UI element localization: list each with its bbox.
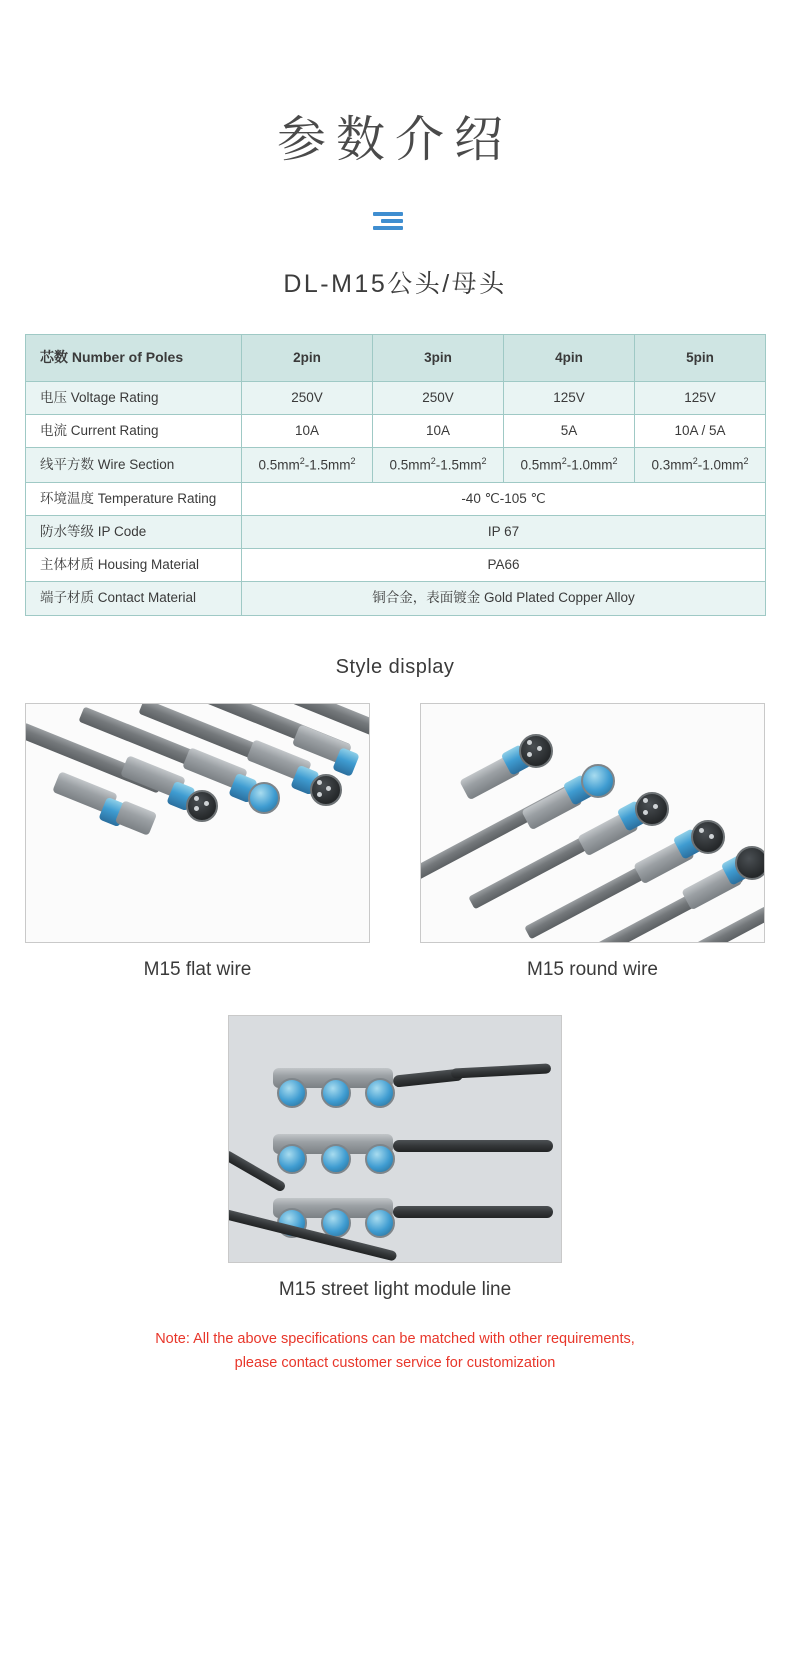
cell-ip-code-value: IP 67: [242, 516, 766, 549]
product-photo-street-light: [228, 1015, 562, 1263]
note-line-2: please contact customer service for customization: [234, 1355, 556, 1372]
note-line-1: Note: All the above specifications can be matched with other requirements,: [155, 1330, 635, 1347]
cell-temperature-value: -40 ℃-105 ℃: [242, 482, 766, 515]
row-label-wire-section: 线平方数 Wire Section: [26, 448, 242, 483]
decorative-divider: [373, 212, 417, 228]
table-body: [26, 381, 766, 615]
table-row: [26, 516, 766, 549]
table-row: [26, 381, 766, 414]
gallery-item-round-wire: [420, 703, 765, 981]
gallery-item-flat-wire: [25, 703, 370, 981]
connector-illustration-flat: [26, 704, 369, 942]
cell-voltage-5pin: 125V: [635, 381, 766, 414]
row-label-ip-code: 防水等级 IP Code: [26, 516, 242, 549]
cell-contact-value: 铜合金，表面镀金 Gold Plated Copper Alloy: [242, 582, 766, 615]
product-photo-round-wire: [420, 703, 765, 943]
cell-voltage-2pin: 250V: [242, 381, 373, 414]
table-header-2pin: 2pin: [242, 334, 373, 381]
cell-voltage-4pin: 125V: [504, 381, 635, 414]
cell-housing-value: PA66: [242, 549, 766, 582]
table-header: [26, 334, 766, 381]
gallery-row-bottom: [0, 1015, 790, 1301]
cell-wire-5pin: $0.3mm^2-1.0mm^2$: [635, 448, 766, 483]
divider-bar-2: [381, 219, 403, 223]
style-display-heading: Style display: [335, 655, 455, 678]
table-row: [26, 549, 766, 582]
gallery-item-street-light: [228, 1015, 562, 1301]
row-label-current: 电流 Current Rating: [26, 414, 242, 447]
table-row: [26, 582, 766, 615]
spec-page: [0, 33, 790, 1678]
gallery-caption-street-light: M15 street light module line: [278, 1278, 512, 1300]
table-header-3pin: 3pin: [373, 334, 504, 381]
cell-wire-2pin: $0.5mm^2-1.5mm^2$: [242, 448, 373, 483]
spec-table-wrapper: [25, 334, 765, 616]
gallery-row-top: [25, 703, 765, 981]
product-photo-flat-wire: [25, 703, 370, 943]
customization-note: [0, 1327, 790, 1404]
connector-illustration-round: [421, 704, 764, 942]
page-title: 参数介绍: [276, 112, 513, 167]
cell-current-3pin: 10A: [373, 414, 504, 447]
product-model-subtitle: DL-M15公头/母头: [283, 269, 507, 298]
cell-current-4pin: 5A: [504, 414, 635, 447]
cell-current-2pin: 10A: [242, 414, 373, 447]
table-row: [26, 482, 766, 515]
gallery-caption-round-wire: M15 round wire: [527, 958, 658, 980]
table-header-poles: 芯数 Number of Poles: [26, 334, 242, 381]
divider-bar-3: [373, 226, 403, 230]
table-row: [26, 448, 766, 483]
connector-illustration-street-light: [229, 1016, 561, 1262]
specification-table: [25, 334, 766, 616]
table-header-5pin: 5pin: [635, 334, 766, 381]
table-header-4pin: 4pin: [504, 334, 635, 381]
table-header-row: [26, 334, 766, 381]
cell-wire-4pin: $0.5mm^2-1.0mm^2$: [504, 448, 635, 483]
row-label-voltage: 电压 Voltage Rating: [26, 381, 242, 414]
cell-voltage-3pin: 250V: [373, 381, 504, 414]
row-label-temperature: 环境温度 Temperature Rating: [26, 482, 242, 515]
cell-current-5pin: 10A / 5A: [635, 414, 766, 447]
cell-wire-3pin: $0.5mm^2-1.5mm^2$: [373, 448, 504, 483]
divider-bar-1: [373, 212, 403, 216]
table-row: [26, 414, 766, 447]
gallery-caption-flat-wire: M15 flat wire: [143, 958, 252, 980]
row-label-contact: 端子材质 Contact Material: [26, 582, 242, 615]
row-label-housing: 主体材质 Housing Material: [26, 549, 242, 582]
